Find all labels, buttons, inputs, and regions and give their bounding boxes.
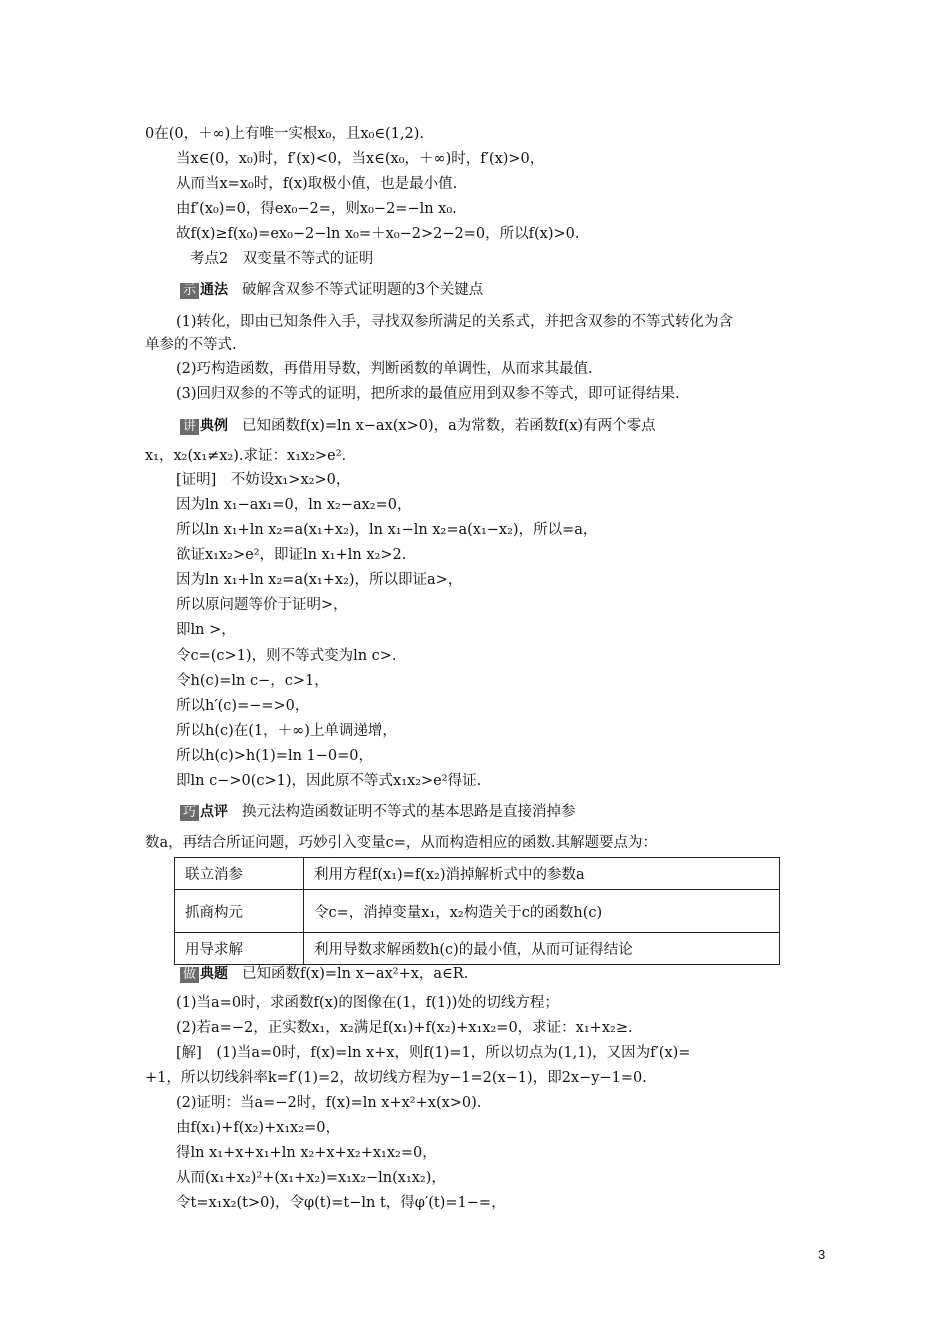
tag-line-diantí	[180, 964, 468, 984]
table-cell: 令c=，消掉变量x₁，x₂构造关于c的函数h(c)	[304, 890, 780, 933]
text-line: 得ln x₁+x+x₁+ln x₂+x+x₂+x₁x₂=0，	[176, 1145, 437, 1161]
tag-label: 典题	[200, 966, 229, 982]
table-cell: 利用导数求解函数h(c)的最小值，从而可证得结论	[304, 933, 780, 965]
table-row	[175, 933, 780, 965]
text-line: 从而当x=x₀时，f(x)取极小值，也是最小值.	[176, 176, 458, 192]
section-heading: 考点2 双变量不等式的证明	[190, 251, 374, 267]
text-line: (2)若a=−2，正实数x₁，x₂满足f(x₁)+f(x₂)+x₁x₂=0，求证：x₁+x₂≥.	[176, 1020, 633, 1036]
text-line: 所以h′(c)=−=>0，	[176, 698, 310, 714]
text-line: 因为ln x₁+ln x₂=a(x₁+x₂)，所以即证a>，	[176, 572, 463, 588]
text-line: 由f′(x₀)=0，得ex₀−2=，则x₀−2=−ln x₀.	[176, 201, 457, 217]
text-line: (2)证明：当a=−2时，f(x)=ln x+x²+x(x>0).	[176, 1095, 482, 1111]
text-line: 单参的不等式.	[145, 337, 237, 353]
tag-box: 讲	[180, 419, 199, 435]
text-line: 令h(c)=ln c−，c>1，	[176, 673, 329, 689]
text-line: (1)当a=0时，求函数f(x)的图像在(1，f(1))处的切线方程；	[176, 995, 559, 1011]
tag-line-text: 破解含双参不等式证明题的3个关键点	[242, 282, 484, 298]
tag-label: 通法	[200, 282, 229, 298]
text-line: 令t=x₁x₂(t>0)，令φ(t)=t−ln t，得φ′(t)=1−=，	[176, 1195, 506, 1211]
text-line: 即ln >，	[176, 622, 236, 638]
tag-line-tongfa	[180, 280, 483, 300]
tag-label: 点评	[200, 804, 229, 820]
tag-line-text: 已知函数f(x)=ln x−ax²+x，a∈R.	[242, 966, 469, 982]
text-line: 即ln c−>0(c>1)，因此原不等式x₁x₂>e²得证.	[176, 773, 482, 789]
table-cell: 抓商构元	[175, 890, 304, 933]
tag-box: 做	[180, 967, 199, 983]
text-line: 所以h(c)在(1，＋∞)上单调递增，	[176, 723, 397, 739]
table-cell: 用导求解	[175, 933, 304, 965]
text-line: (1)转化，即由已知条件入手，寻找双参所满足的关系式，并把含双参的不等式转化为含	[176, 314, 734, 330]
text-line: [解] (1)当a=0时，f(x)=ln x+x，则f(1)=1，所以切点为(1,1)，又因为f′(x)=	[176, 1045, 691, 1061]
text-line: 0在(0，＋∞)上有唯一实根x₀，且x₀∈(1,2).	[145, 126, 425, 142]
table-cell: 联立消参	[175, 858, 304, 890]
tag-line-dianli	[180, 416, 656, 436]
text-line: 所以h(c)>h(1)=ln 1−0=0，	[176, 748, 374, 764]
table-cell: 利用方程f(x₁)=f(x₂)消掉解析式中的参数a	[304, 858, 780, 890]
text-line: 故f(x)≥f(x₀)=ex₀−2−ln x₀=＋x₀−2>2−2=0，所以f(x)>0.	[176, 226, 580, 242]
text-line: 从而(x₁+x₂)²+(x₁+x₂)=x₁x₂−ln(x₁x₂)，	[176, 1170, 446, 1186]
text-line: 所以原问题等价于证明>，	[176, 597, 348, 613]
tag-line-dianping	[180, 802, 576, 822]
tag-box: 巧	[180, 805, 199, 821]
text-line: +1，所以切线斜率k=f′(1)=2，故切线方程为y−1=2(x−1)，即2x−y−1=0.	[145, 1070, 647, 1086]
text-line: (3)回归双参的不等式的证明，把所求的最值应用到双参不等式，即可证得结果.	[176, 386, 680, 402]
text-line: [证明] 不妨设x₁>x₂>0，	[176, 472, 351, 488]
text-line: 数a，再结合所证问题，巧妙引入变量c=，从而构造相应的函数.其解题要点为：	[145, 835, 658, 851]
tag-line-text: 换元法构造函数证明不等式的基本思路是直接消掉参	[242, 804, 576, 820]
text-line: 由f(x₁)+f(x₂)+x₁x₂=0，	[176, 1120, 340, 1136]
text-line: 令c=(c>1)，则不等式变为ln c>.	[176, 648, 397, 664]
text-line: 当x∈(0，x₀)时，f′(x)<0，当x∈(x₀，＋∞)时，f′(x)>0，	[176, 151, 545, 167]
page-number: 3	[818, 1247, 826, 1262]
tag-label: 典例	[200, 418, 229, 434]
text-line: x₁，x₂(x₁≠x₂).求证：x₁x₂>e².	[145, 448, 347, 464]
text-line: 欲证x₁x₂>e²，即证ln x₁+ln x₂>2.	[176, 547, 407, 563]
key-points-table	[174, 857, 780, 965]
tag-box: 示	[180, 283, 199, 299]
text-line: (2)巧构造函数，再借用导数，判断函数的单调性，从而求其最值.	[176, 361, 593, 377]
table-row	[175, 890, 780, 933]
text-line: 因为ln x₁−ax₁=0，ln x₂−ax₂=0，	[176, 497, 412, 513]
table-row	[175, 858, 780, 890]
text-line: 所以ln x₁+ln x₂=a(x₁+x₂)，ln x₁−ln x₂=a(x₁−x₂)，所以=a，	[176, 522, 598, 538]
tag-line-text: 已知函数f(x)=ln x−ax(x>0)，a为常数，若函数f(x)有两个零点	[242, 418, 656, 434]
